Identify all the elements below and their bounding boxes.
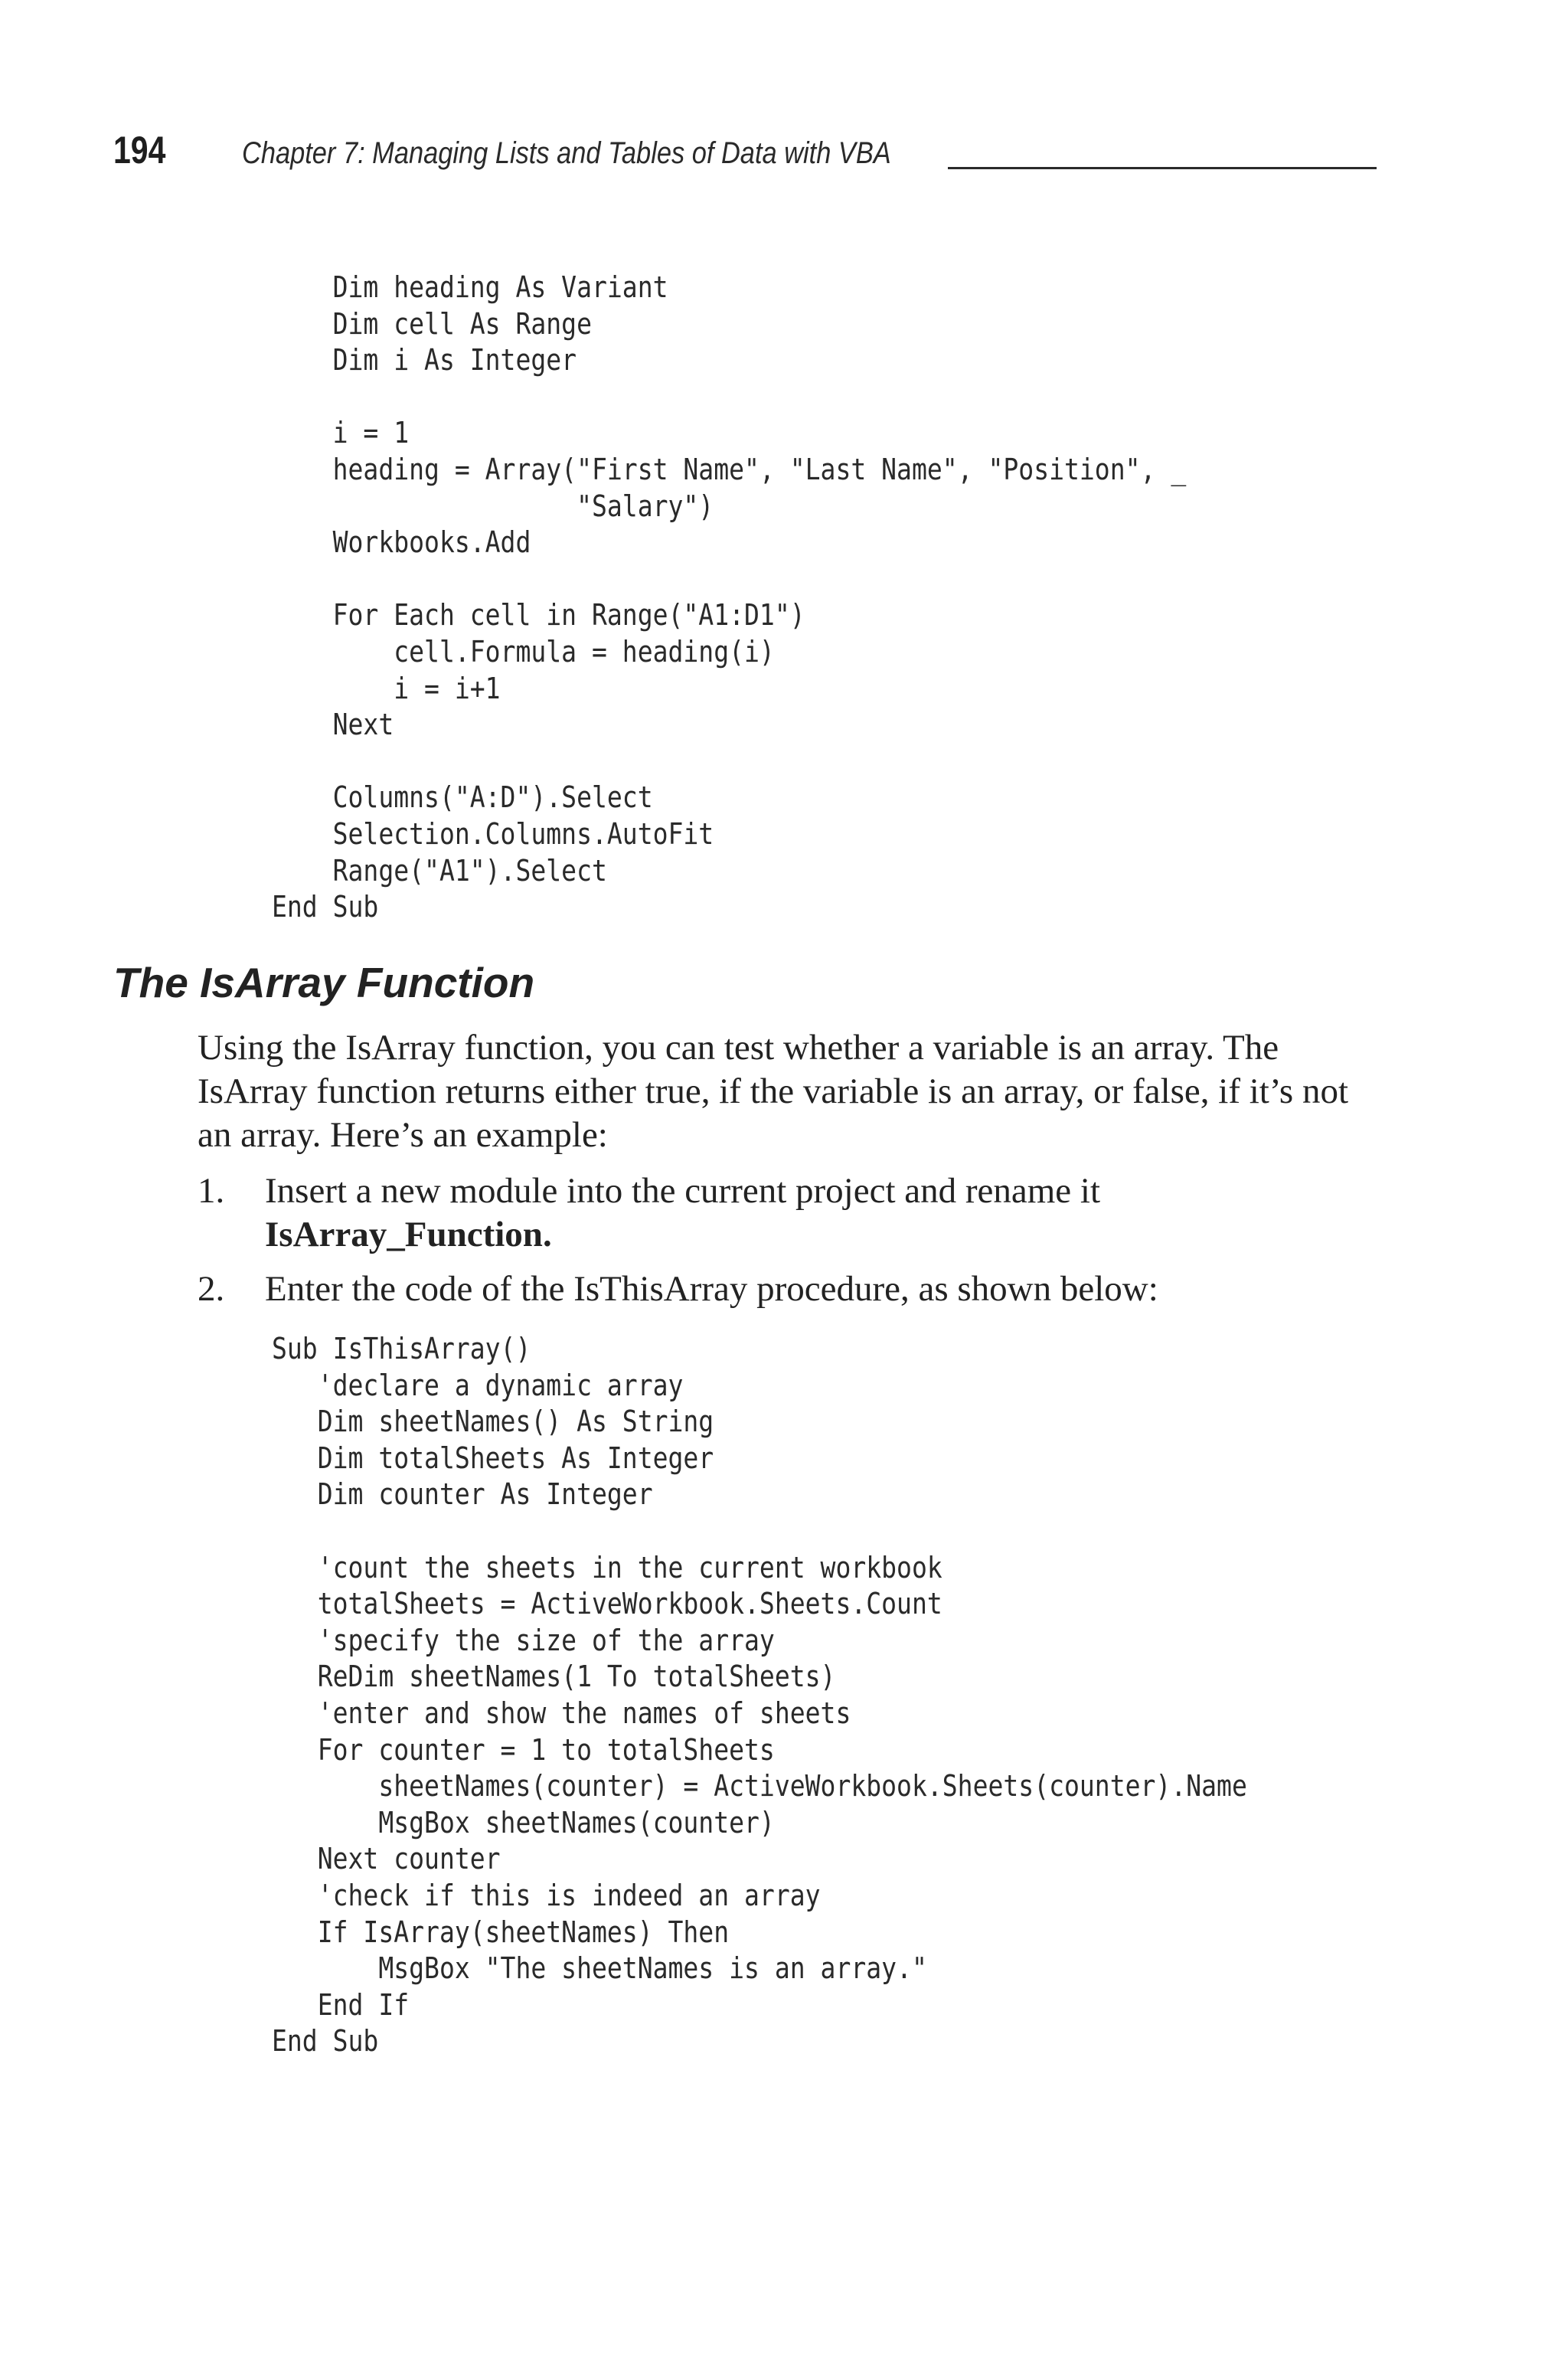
body-paragraph: Using the IsArray function, you can test whether a variable is an array. The IsArray function returns either true, if the variable is an array, or false, if it’s not an array. Here’s an example: [198,1028,1349,1155]
header-rule [948,167,1377,169]
list-text: Enter the code of the IsThisArray procedure, as shown below: [265,1269,1158,1309]
page-number: 194 [113,129,166,172]
list-text [265,1169,1367,1257]
chapter-title: Chapter 7: Managing Lists and Tables of Data with VBA [242,136,891,170]
running-head [113,127,1377,181]
section-heading: The IsArray Function [113,959,535,1006]
list-number: 2. [198,1269,225,1309]
module-name: IsArray_Function [265,1215,543,1254]
list-number: 1. [198,1171,225,1211]
code-block-isthisarray: Sub IsThisArray() 'declare a dynamic array Dim sheetNames() As String Dim totalSheets As Integer Dim counter As Integer 'count the sheets in the current workbook totalSheets = ActiveWorkbook.Sheets.Count 'specify the size of the array ReDim sheetNames(1 To totalSheets) 'enter and show the names of sheets For counter = 1 to totalSheets sheetNames(counter) = ActiveWorkbook.Sheets(counter).Name MsgBox sheetNames(counter) Next counter 'check if this is indeed an array If IsArray(sheetNames) Then MsgBox "The sheetNames is an array." End If End Sub [272,1332,1247,2059]
step-text: Insert a new module into the current project and rename it [265,1171,1101,1211]
step-suffix: . [542,1215,552,1254]
code-block-heading-array: Dim heading As Variant Dim cell As Range Dim i As Integer i = 1 heading = Array("First Name", "Last Name", "Position", _ "Salary") Workbooks.Add For Each cell in Range("A1:D1") cell.Formula = heading(i) i = i+1 Next Columns("A:D").Select Selection.Columns.AutoFit Range("A1").Select End Sub [272,270,1187,924]
